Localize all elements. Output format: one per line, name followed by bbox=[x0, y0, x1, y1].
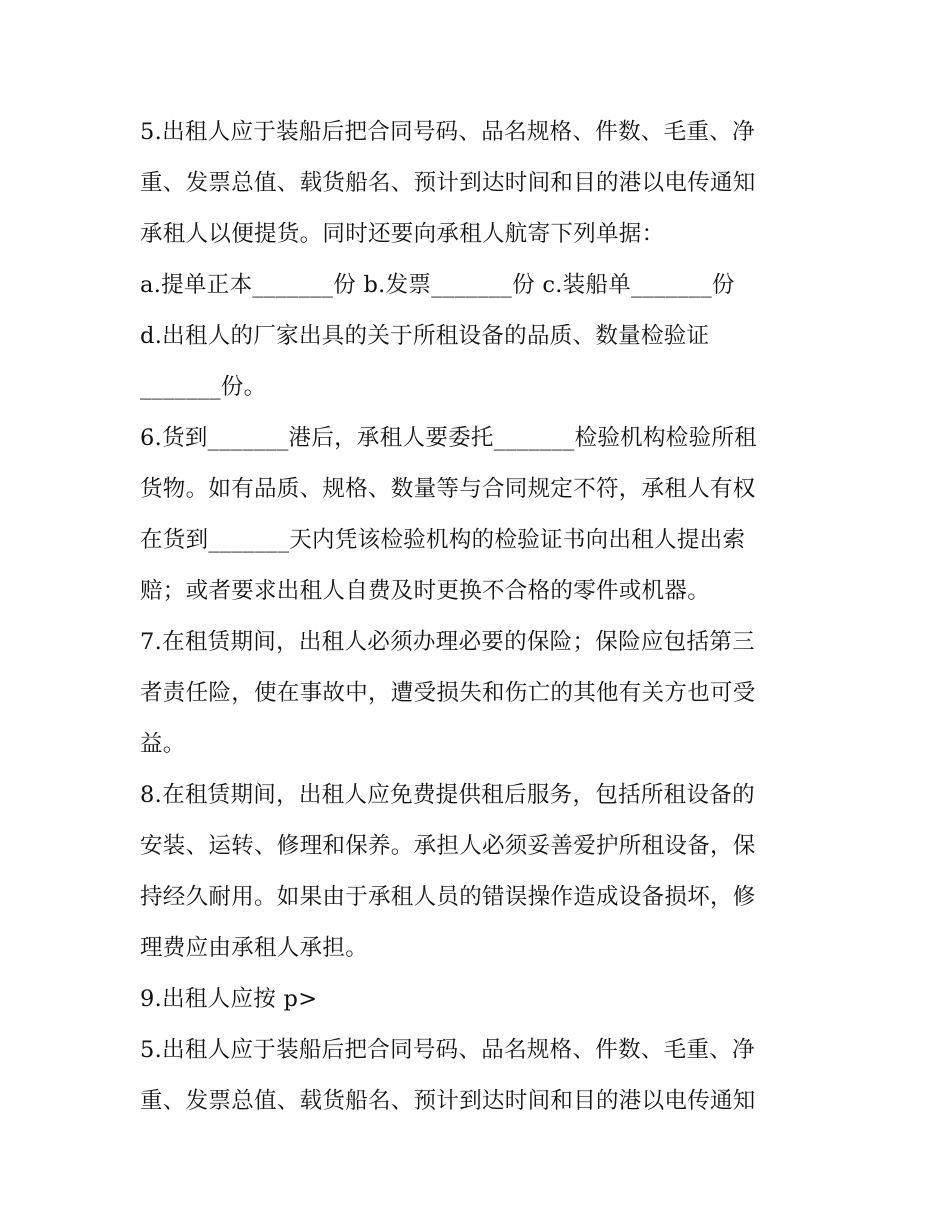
clause-9-line-1: 9.出租人应按 p> bbox=[140, 986, 318, 1012]
clause-5-repeat-line-2: 重、发票总值、载货船名、预计到达时间和目的港以电传通知 bbox=[140, 1088, 756, 1114]
documents-list-line-1: a.提单正本_______份 b.发票_______份 c.装船单_______份 bbox=[140, 272, 735, 298]
clause-5-line-1: 5.出租人应于装船后把合同号码、品名规格、件数、毛重、净 bbox=[140, 119, 755, 145]
clause-8-line-2: 安装、运转、修理和保养。承担人必须妥善爱护所租设备，保 bbox=[140, 833, 756, 859]
documents-list-line-3: _______份。 bbox=[140, 374, 267, 400]
clause-7-line-2: 者责任险，使在事故中，遭受损失和伤亡的其他有关方也可受 bbox=[140, 680, 756, 706]
clause-6-line-3: 在货到_______天内凭该检验机构的检验证书向出租人提出索 bbox=[140, 527, 746, 553]
clause-8-line-1: 8.在租赁期间，出租人应免费提供租后服务，包括所租设备的 bbox=[140, 782, 755, 808]
clause-5-line-3: 承租人以便提货。同时还要向承租人航寄下列单据： bbox=[140, 221, 665, 247]
clause-8-line-3: 持经久耐用。如果由于承租人员的错误操作造成设备损坏，修 bbox=[140, 884, 756, 910]
clause-7-line-3: 益。 bbox=[140, 731, 186, 757]
documents-list-line-2: d.出租人的厂家出具的关于所租设备的品质、数量检验证 bbox=[140, 323, 710, 349]
clause-5-repeat-line-1: 5.出租人应于装船后把合同号码、品名规格、件数、毛重、净 bbox=[140, 1037, 755, 1063]
document-body bbox=[140, 107, 820, 1127]
clause-6-line-2: 货物。如有品质、规格、数量等与合同规定不符，承租人有权 bbox=[140, 476, 756, 502]
clause-5-line-2: 重、发票总值、载货船名、预计到达时间和目的港以电传通知 bbox=[140, 170, 756, 196]
clause-6-line-1: 6.货到_______港后，承租人要委托_______检验机构检验所租 bbox=[140, 425, 757, 451]
clause-6-line-4: 赔；或者要求出租人自费及时更换不合格的零件或机器。 bbox=[140, 578, 711, 604]
clause-8-line-4: 理费应由承租人承担。 bbox=[140, 935, 369, 961]
clause-7-line-1: 7.在租赁期间，出租人必须办理必要的保险；保险应包括第三 bbox=[140, 629, 755, 655]
